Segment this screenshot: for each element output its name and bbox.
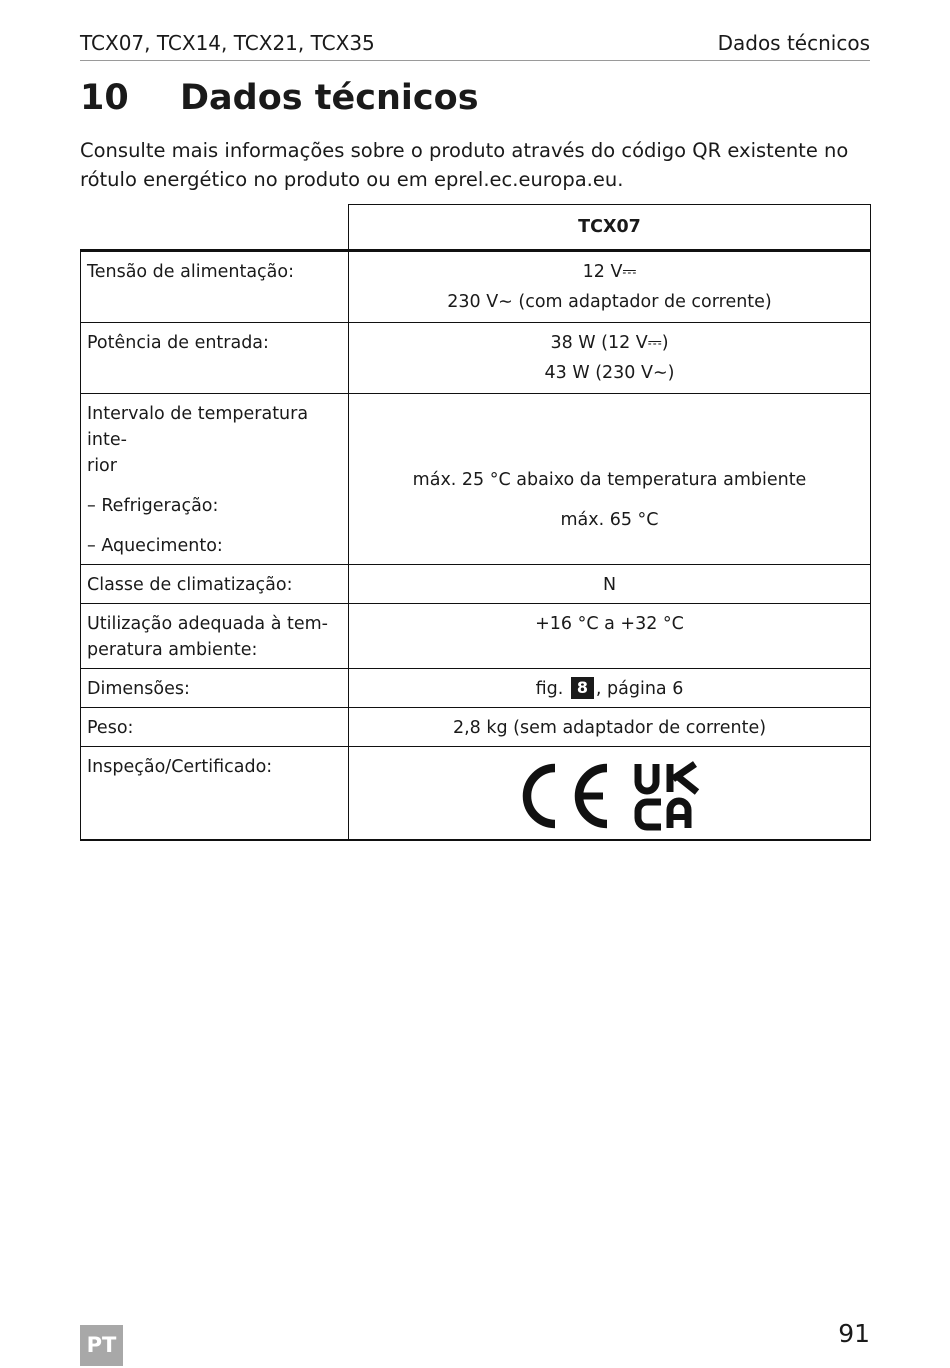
heating-value: máx. 65 °C [560,510,659,530]
temp-label-line-2: rior [87,456,117,476]
ukca-mark-icon [633,760,705,832]
power-dc: 38 W (12 V⎓) [550,333,669,353]
dimensions-label: Dimensões: [81,669,349,708]
header-section: Dados técnicos [717,31,870,55]
ambient-label-line-2: peratura ambiente: [87,640,258,660]
chapter-number: 10 [80,78,129,118]
table-row [81,708,871,747]
table-row [81,565,871,604]
page-number: 91 [838,1319,870,1348]
intro-line-1: Consulte mais informações sobre o produto através do código QR existente no [80,139,849,162]
dimensions-suffix: , página 6 [595,679,684,699]
weight-value: 2,8 kg (sem adaptador de corrente) [349,708,871,747]
language-tag: PT [80,1325,123,1366]
temperature-range-value [349,394,871,565]
ambient-label-line-1: Utilização adequada à tem- [87,614,328,634]
ambient-value: +16 °C a +32 °C [349,604,871,669]
certificate-value [349,747,871,841]
temperature-range-label [81,394,349,565]
supply-ac: 230 V∼ (com adaptador de corrente) [447,292,772,312]
supply-dc: 12 V⎓ [582,262,637,282]
climate-class-value: N [349,565,871,604]
table-row [81,604,871,669]
table-row [81,394,871,565]
intro-line-2: rótulo energético no produto ou em eprel.ec.europa.eu. [80,168,624,191]
page-header [80,30,870,61]
certificate-label: Inspeção/Certificado: [81,747,349,841]
dimensions-value [349,669,871,708]
header-models: TCX07, TCX14, TCX21, TCX35 [80,31,375,55]
table-row [81,669,871,708]
model-header: TCX07 [349,205,871,251]
ambient-label [81,604,349,669]
table-header-row [81,205,871,251]
power-label: Potência de entrada: [81,323,349,394]
heating-label: – Aquecimento: [87,536,223,556]
table-row [81,747,871,841]
climate-class-label: Classe de climatização: [81,565,349,604]
dimensions-prefix: fig. [535,679,564,699]
weight-label: Peso: [81,708,349,747]
supply-label: Tensão de alimentação: [81,251,349,323]
chapter-title: Dados técnicos [180,78,479,118]
supply-value [349,251,871,323]
header-empty-cell [81,205,349,251]
figure-number-badge: 8 [571,677,594,699]
certificate-marks [355,754,864,832]
intro-paragraph [80,136,870,194]
table-row [81,251,871,323]
cooling-value: máx. 25 °C abaixo da temperatura ambiente [412,470,807,490]
specs-table [80,204,871,841]
ce-mark-icon [515,760,615,832]
table-row [81,323,871,394]
power-value [349,323,871,394]
power-ac: 43 W (230 V∼) [544,363,675,383]
cooling-label: – Refrigeração: [87,496,219,516]
temp-label-line-1: Intervalo de temperatura inte- [87,404,309,450]
